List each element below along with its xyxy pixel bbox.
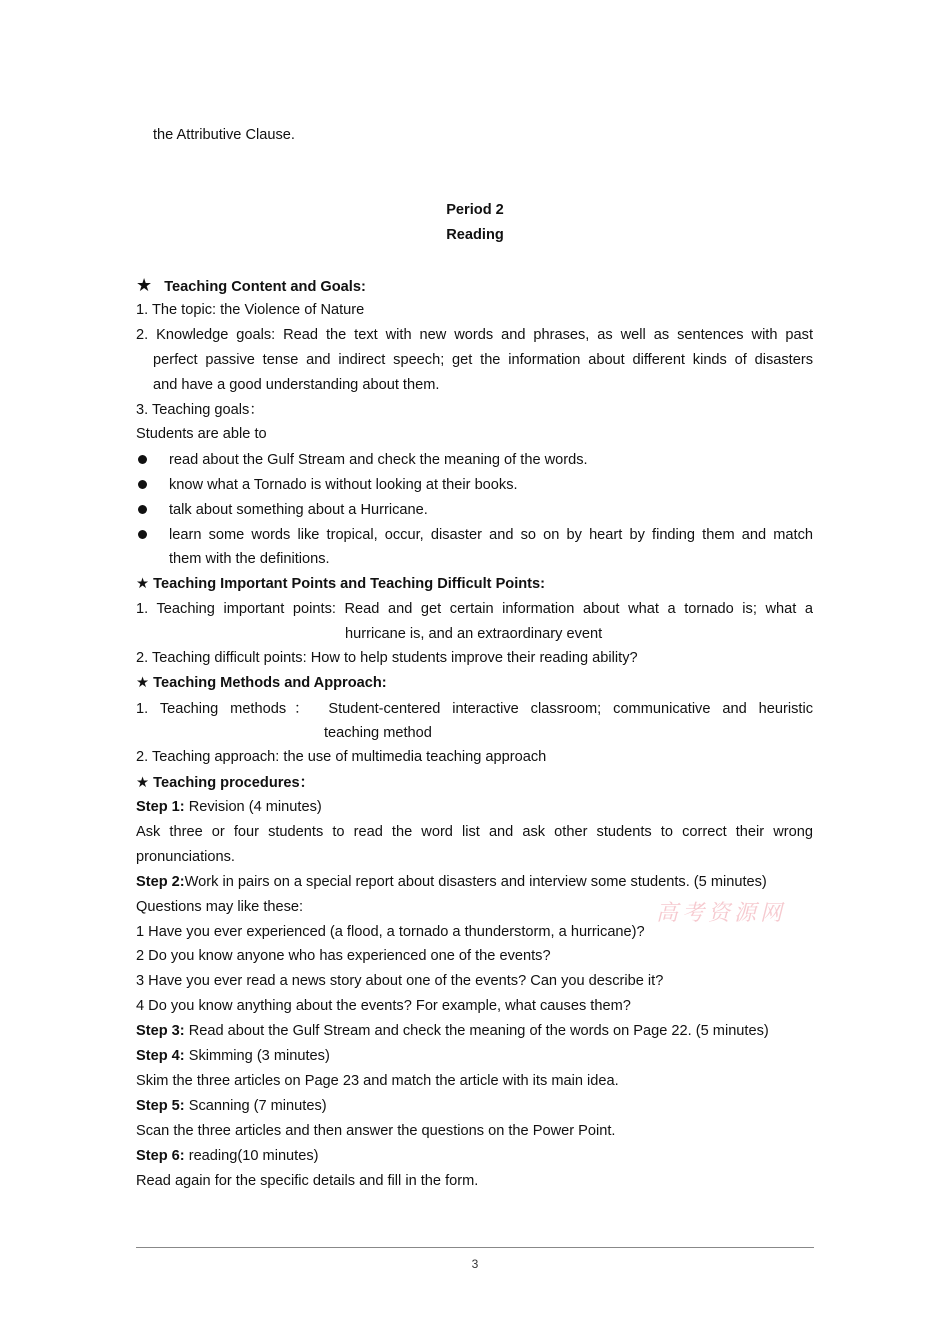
important-points-line-1: 1. Teaching important points: Read and get certain information about what a tornado is; what a — [136, 601, 813, 617]
goal-item-2-line-3: and have a good understanding about them. — [153, 377, 440, 393]
step-1-desc-line-2: pronunciations. — [136, 849, 235, 865]
bullet-icon — [138, 455, 147, 464]
watermark: 高考资源网 — [656, 901, 787, 926]
question-item: 2 Do you know anyone who has experienced one of the events? — [136, 948, 551, 964]
approach: 2. Teaching approach: the use of multimedia teaching approach — [136, 749, 547, 765]
step-4-desc: Skim the three articles on Page 23 and match the article with its main idea. — [136, 1073, 619, 1089]
period-subtitle: Reading — [446, 227, 504, 243]
goal-item-3: 3. Teaching goals： — [136, 402, 264, 418]
bullet-item: talk about something about a Hurricane. — [169, 502, 428, 518]
goal-item-2-line-1: 2. Knowledge goals: Read the text with new words and phrases, as well as sentences with past — [136, 327, 813, 343]
methods-line-1: 1. Teaching methods： Student-centered interactive classroom; communicative and heuristic — [136, 701, 813, 717]
step-5 — [136, 1096, 327, 1116]
bullet-item: know what a Tornado is without looking at their books. — [169, 477, 518, 493]
step-label: Step 5: — [136, 1098, 185, 1114]
step-1-desc-line-1: Ask three or four students to read the word list and ask other students to correct their wrong — [136, 824, 813, 840]
step-3 — [136, 1021, 769, 1041]
step-text: Read about the Gulf Stream and check the meaning of the words on Page 22. (5 minutes) — [184, 1023, 769, 1039]
step-label: Step 6: — [136, 1148, 185, 1164]
step-text: Revision (4 minutes) — [184, 799, 322, 815]
bullet-icon — [138, 530, 147, 539]
questions-intro: Questions may like these: — [136, 899, 304, 915]
step-label: Step 1: — [136, 799, 185, 815]
question-item: 3 Have you ever read a news story about one of the events? Can you describe it? — [136, 973, 664, 989]
step-5-desc: Scan the three articles and then answer the questions on the Power Point. — [136, 1123, 616, 1139]
step-2 — [136, 872, 767, 892]
step-text: Skimming (3 minutes) — [184, 1048, 330, 1064]
step-6 — [136, 1146, 319, 1166]
step-label: Step 4: — [136, 1048, 185, 1064]
important-points-line-2: hurricane is, and an extraordinary event — [345, 626, 603, 642]
section-heading-procedures: ★ Teaching procedures： — [136, 775, 315, 791]
footer-divider — [136, 1247, 814, 1248]
period-title: Period 2 — [446, 202, 504, 218]
students-intro: Students are able to — [136, 426, 267, 442]
bullet-icon — [138, 505, 147, 514]
question-item: 1 Have you ever experienced (a flood, a tornado a thunderstorm, a hurricane)? — [136, 924, 645, 940]
difficult-points: 2. Teaching difficult points: How to help students improve their reading ability? — [136, 650, 638, 666]
bullet-item: read about the Gulf Stream and check the meaning of the words. — [169, 452, 588, 468]
goal-item-1: 1. The topic: the Violence of Nature — [136, 302, 365, 318]
section-heading-content-goals — [136, 275, 366, 297]
step-6-desc: Read again for the specific details and fill in the form. — [136, 1173, 479, 1189]
section-heading-points: ★ Teaching Important Points and Teaching Difficult Points: — [136, 576, 546, 592]
bullet-item: learn some words like tropical, occur, disaster and so on by heart by finding them and match — [169, 527, 813, 543]
step-1 — [136, 797, 322, 817]
goal-item-2-line-2: perfect passive tense and indirect speech; get the information about different kinds of disasters — [153, 352, 813, 368]
step-4 — [136, 1046, 330, 1066]
bullet-item-continuation: them with the definitions. — [169, 551, 330, 567]
section-heading-methods: ★ Teaching Methods and Approach: — [136, 675, 387, 691]
step-text: Scanning (7 minutes) — [184, 1098, 327, 1114]
step-text: Work in pairs on a special report about disasters and interview some students. (5 minutes) — [184, 874, 767, 890]
step-text: reading(10 minutes) — [184, 1148, 319, 1164]
heading-text: Teaching Content and Goals: — [164, 279, 366, 295]
step-label: Step 3: — [136, 1023, 185, 1039]
bullet-icon — [138, 480, 147, 489]
page-number: 3 — [471, 1257, 479, 1271]
methods-line-2: teaching method — [324, 725, 432, 741]
question-item: 4 Do you know anything about the events? For example, what causes them? — [136, 998, 631, 1014]
step-label: Step 2: — [136, 874, 185, 890]
continuation-text: the Attributive Clause. — [153, 127, 295, 143]
star-icon: ★ — [136, 275, 153, 295]
